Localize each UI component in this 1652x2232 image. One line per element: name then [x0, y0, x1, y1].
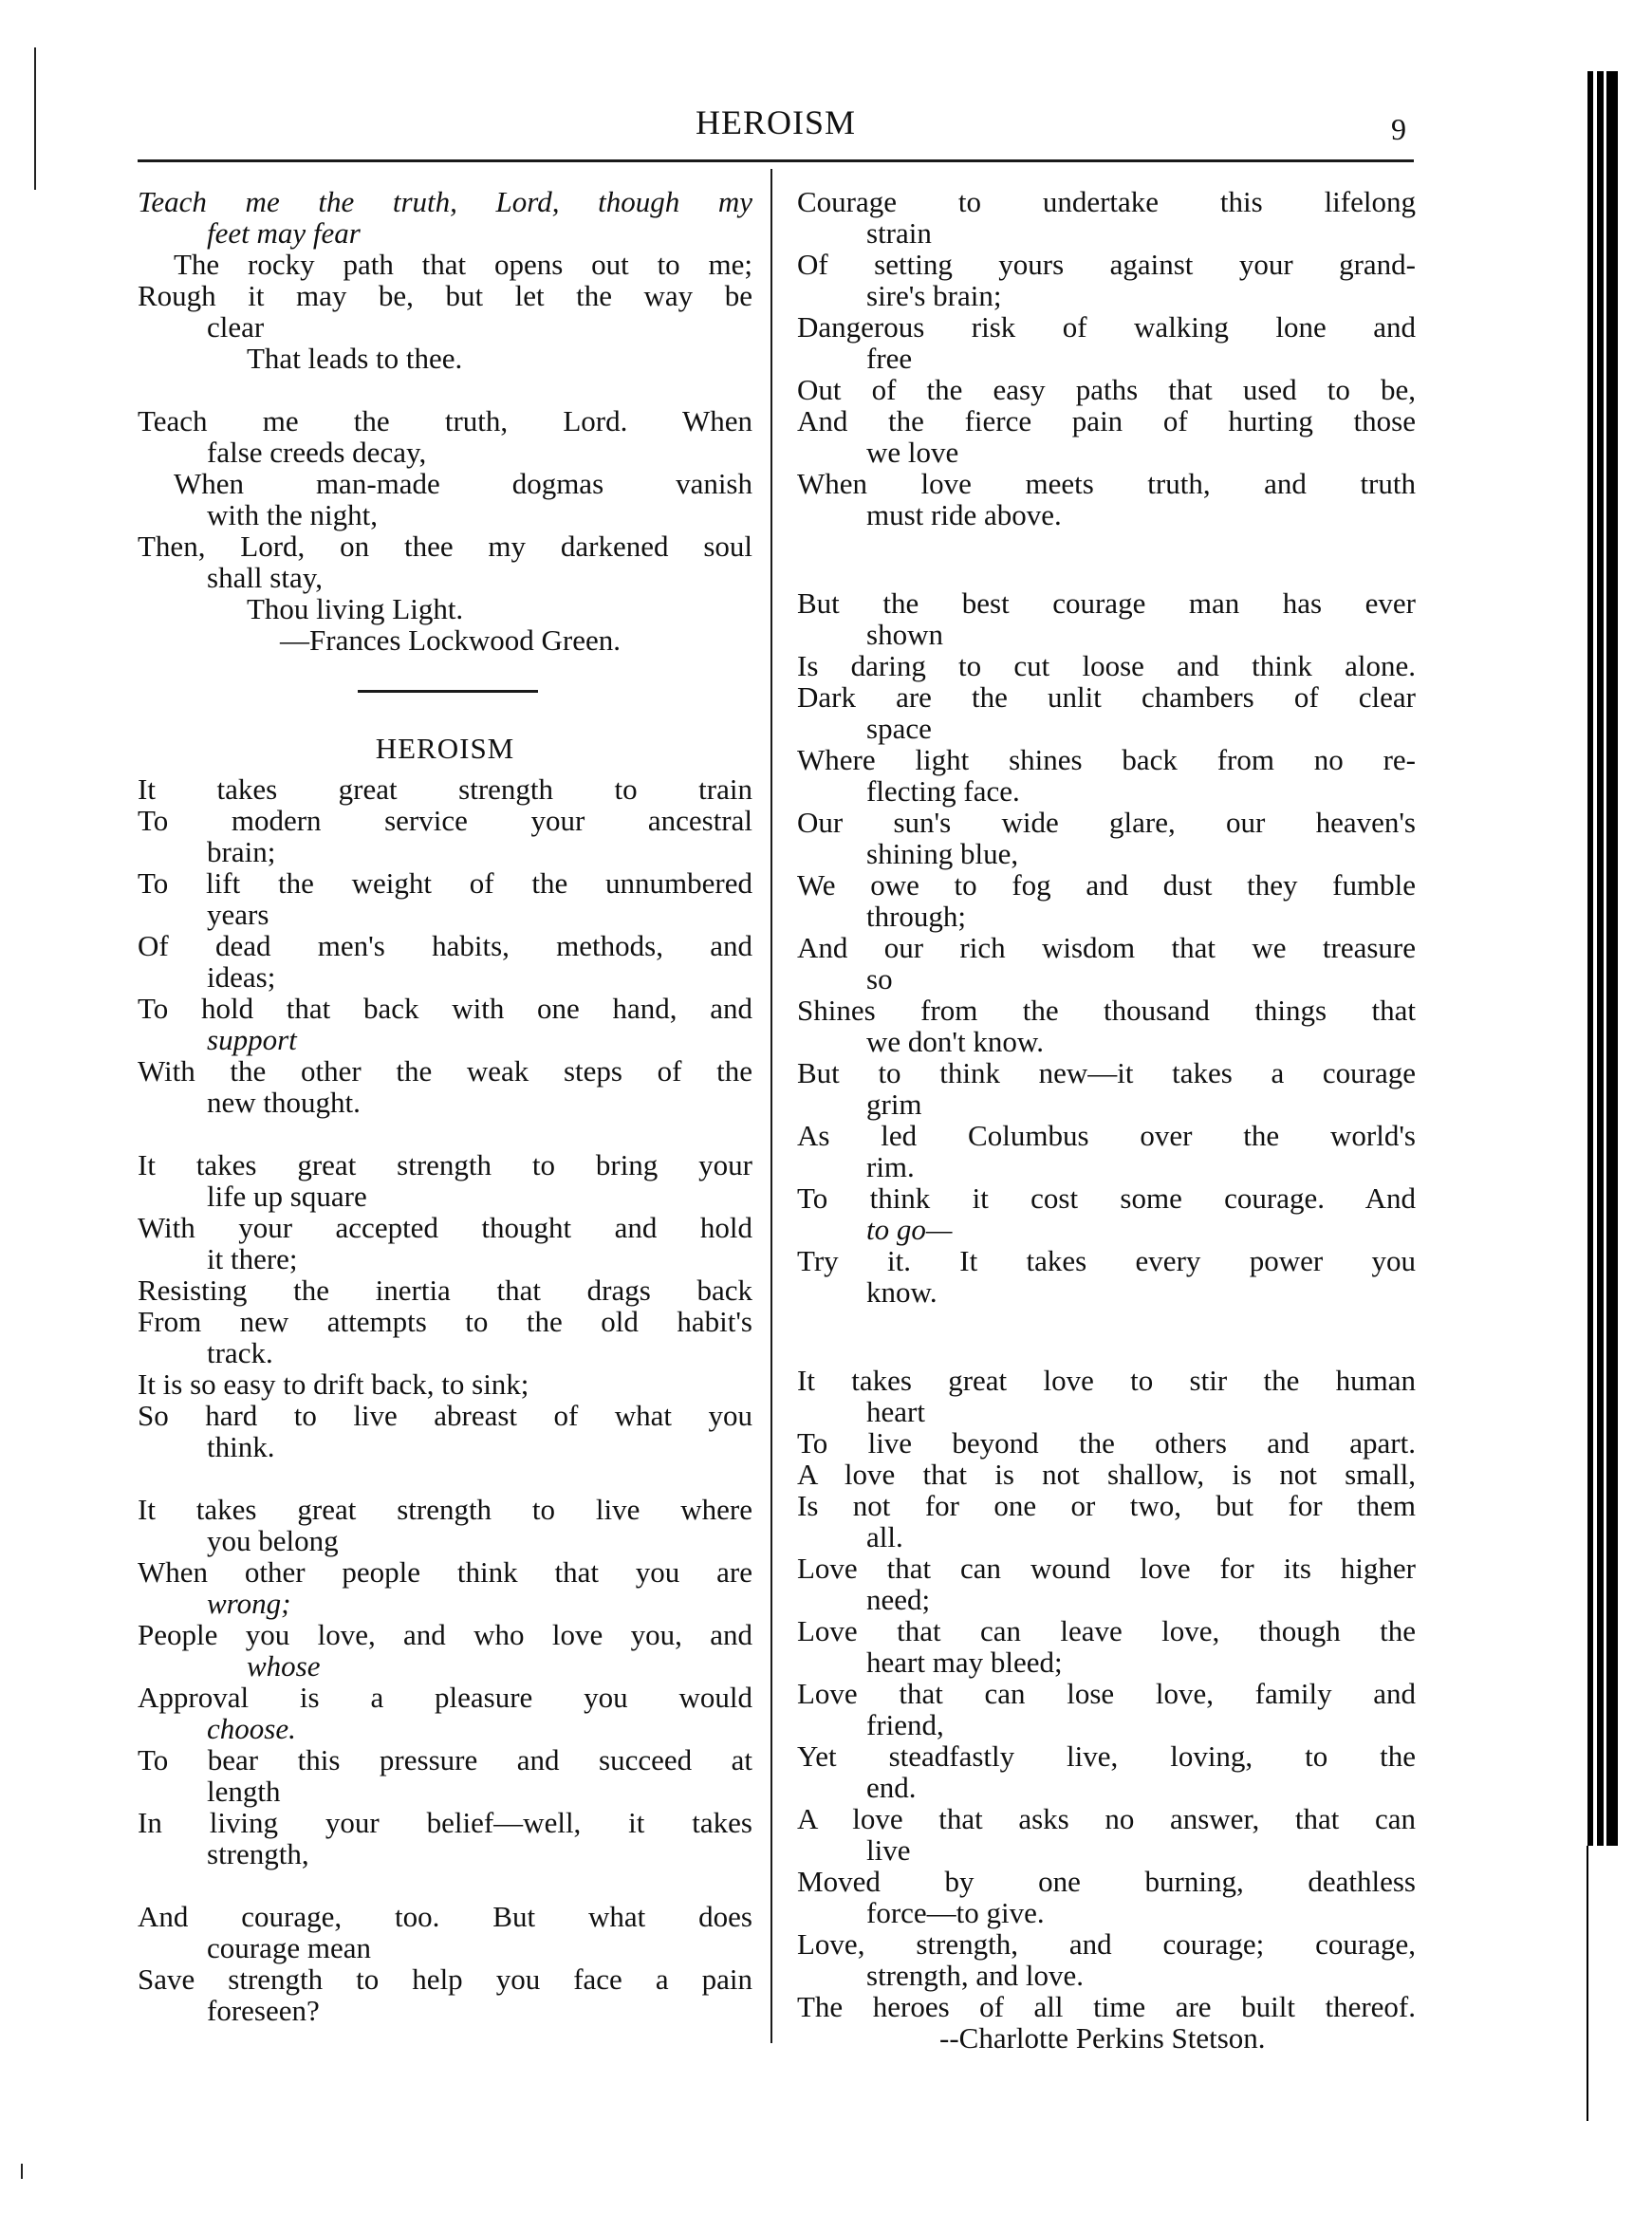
verse-line: But the best courage man has ever — [797, 586, 1416, 620]
verse-line: force—to give. — [866, 1896, 1045, 1929]
verse-line: And our rich wisdom that we treasure — [797, 931, 1416, 964]
verse-line: heart may bleed; — [866, 1646, 1063, 1679]
verse-line: But to think new—it takes a courage — [797, 1056, 1416, 1089]
verse-line: To live beyond the others and apart. — [797, 1426, 1416, 1460]
verse-line: Shines from the thousand things that — [797, 994, 1416, 1027]
margin-mark — [34, 47, 36, 190]
verse-line: Out of the easy paths that used to be, — [797, 373, 1416, 406]
verse-line: shall stay, — [207, 561, 323, 594]
verse-line: Dangerous risk of walking lone and — [797, 310, 1416, 344]
attribution: —Frances Lockwood Green. — [280, 623, 621, 657]
verse-line: heart — [866, 1395, 925, 1428]
verse-line: In living your belief—well, it takes — [138, 1806, 752, 1839]
verse-line: Yet steadfastly live, loving, to the — [797, 1739, 1416, 1773]
poem-teach-me-the-truth — [138, 186, 752, 656]
verse-line: years — [207, 898, 269, 931]
verse-line: friend, — [866, 1708, 944, 1741]
verse-line: free — [866, 342, 913, 375]
verse-line: whose — [247, 1649, 321, 1683]
verse-line: to go— — [866, 1213, 953, 1246]
verse-line: we don't know. — [866, 1025, 1044, 1058]
verse-line: false creeds decay, — [207, 436, 427, 469]
verse-line: Love that can leave love, though the — [797, 1614, 1416, 1647]
stanza-break — [797, 1308, 1416, 1365]
verse-line: A love that is not shallow, is not small, — [797, 1458, 1416, 1491]
verse-line: Of setting yours against your grand- — [797, 248, 1416, 281]
verse-line: To lift the weight of the unnumbered — [138, 866, 752, 900]
verse-line: It takes great strength to bring your — [138, 1148, 752, 1181]
verse-line: Save strength to help you face a pain — [138, 1962, 752, 1996]
verse-line: know. — [866, 1275, 937, 1309]
verse-line: And the fierce pain of hurting those — [797, 404, 1416, 437]
verse-line: To bear this pressure and succeed at — [138, 1743, 752, 1776]
verse-line: with the night, — [207, 498, 378, 531]
verse-line: brain; — [207, 835, 276, 868]
verse-line: strain — [866, 216, 932, 250]
verse-line: foreseen? — [207, 1994, 320, 2027]
verse-line: We owe to fog and dust they fumble — [797, 868, 1416, 902]
verse-line: all. — [866, 1520, 903, 1553]
verse-line: To modern service your ancestral — [138, 804, 752, 837]
verse-line: Approval is a pleasure you would — [138, 1681, 752, 1714]
verse-line: It takes great strength to train — [138, 772, 752, 806]
verse-line: As led Columbus over the world's — [797, 1119, 1416, 1152]
verse-line: courage mean — [207, 1931, 371, 1964]
verse-line: A love that asks no answer, that can — [797, 1802, 1416, 1835]
verse-line: flecting face. — [866, 774, 1020, 808]
verse-line: support — [207, 1023, 297, 1056]
header-rule — [138, 159, 1414, 162]
verse-line: strength, — [207, 1837, 309, 1870]
verse-line: shown — [866, 618, 943, 651]
verse-line: Is not for one or two, but for them — [797, 1489, 1416, 1522]
column-divider — [770, 169, 772, 2043]
verse-line: People you love, and who love you, and — [138, 1618, 752, 1651]
stanza-break — [138, 374, 752, 405]
verse-line: Dark are the unlit chambers of clear — [797, 680, 1416, 714]
verse-line: The rocky path that opens out to me; — [174, 248, 752, 281]
verse-line: it there; — [207, 1242, 298, 1275]
binding-edge-tail — [1587, 1846, 1588, 2121]
verse-line: When man-made dogmas vanish — [174, 467, 752, 500]
verse-line: So hard to live abreast of what you — [138, 1399, 752, 1432]
verse-line: With the other the weak steps of the — [138, 1054, 752, 1088]
verse-line: To hold that back with one hand, and — [138, 992, 752, 1025]
verse-line: end. — [866, 1771, 917, 1804]
verse-line: space — [866, 712, 932, 745]
verse-line: strength, and love. — [866, 1959, 1085, 1992]
verse-line: rim. — [866, 1150, 915, 1183]
poem-heroism-part1 — [138, 773, 752, 2026]
verse-line: From new attempts to the old habit's — [138, 1305, 752, 1338]
verse-line: through; — [866, 900, 967, 933]
attribution: --Charlotte Perkins Stetson. — [939, 2021, 1266, 2055]
verse-line: wrong; — [207, 1587, 291, 1620]
stanza-break — [138, 1869, 752, 1901]
verse-line: Is daring to cut loose and think alone. — [797, 649, 1416, 682]
verse-line: It takes great strength to live where — [138, 1493, 752, 1526]
section-rule — [358, 690, 538, 693]
verse-line: Teach me the truth, Lord, though my — [138, 185, 752, 218]
margin-mark — [21, 2164, 23, 2179]
verse-line: Then, Lord, on thee my darkened soul — [138, 530, 752, 563]
binding-edge — [1586, 71, 1624, 1846]
verse-line: To think it cost some courage. And — [797, 1181, 1416, 1215]
stanza-break — [138, 1118, 752, 1149]
verse-line: Resisting the inertia that drags back — [138, 1274, 752, 1307]
verse-line: And courage, too. But what does — [138, 1900, 752, 1933]
verse-line: so — [866, 962, 893, 995]
verse-line: clear — [207, 310, 265, 344]
right-column — [797, 186, 1416, 2054]
verse-line: live — [866, 1833, 911, 1867]
verse-line: The heroes of all time are built thereof. — [797, 1990, 1416, 2023]
poem-title: HEROISM — [375, 732, 515, 765]
verse-line: When love meets truth, and truth — [797, 467, 1416, 500]
verse-line: need; — [866, 1583, 931, 1616]
verse-line: length — [207, 1775, 281, 1808]
verse-line: shining blue, — [866, 837, 1019, 870]
verse-line: Rough it may be, but let the way be — [138, 279, 752, 312]
verse-line: think. — [207, 1430, 275, 1463]
verse-line: Try it. It takes every power you — [797, 1244, 1416, 1277]
stanza-break — [797, 530, 1416, 587]
verse-line: It takes great love to stir the human — [797, 1364, 1416, 1397]
verse-line: Thou living Light. — [247, 592, 464, 625]
verse-line: life up square — [207, 1180, 367, 1213]
verse-line: Our sun's wide glare, our heaven's — [797, 806, 1416, 839]
verse-line: new thought. — [207, 1086, 361, 1119]
verse-line: Love, strength, and courage; courage, — [797, 1927, 1416, 1961]
verse-line: ideas; — [207, 960, 276, 994]
verse-line: sire's brain; — [866, 279, 1002, 312]
verse-line: That leads to thee. — [247, 342, 463, 375]
verse-line: With your accepted thought and hold — [138, 1211, 752, 1244]
verse-line: Courage to undertake this lifelong — [797, 185, 1416, 218]
verse-line: Moved by one burning, deathless — [797, 1865, 1416, 1898]
verse-line: we love — [866, 436, 959, 469]
verse-line: Love that can lose love, family and — [797, 1677, 1416, 1710]
verse-line: Where light shines back from no re- — [797, 743, 1416, 776]
verse-line: grim — [866, 1088, 922, 1121]
verse-line: Of dead men's habits, methods, and — [138, 929, 752, 962]
verse-line: It is so easy to drift back, to sink; — [138, 1367, 529, 1401]
verse-line: track. — [207, 1336, 273, 1369]
verse-line: you belong — [207, 1524, 339, 1557]
stanza-break — [138, 1462, 752, 1494]
verse-line: Love that can wound love for its higher — [797, 1552, 1416, 1585]
page-header — [138, 102, 1414, 150]
verse-line: Teach me the truth, Lord. When — [138, 404, 752, 437]
running-title: HEROISM — [695, 103, 857, 141]
verse-line: must ride above. — [866, 498, 1062, 531]
left-column — [138, 186, 752, 2026]
verse-line: When other people think that you are — [138, 1555, 752, 1589]
verse-line: choose. — [207, 1712, 296, 1745]
page-number: 9 — [1391, 112, 1406, 146]
verse-line: feet may fear — [207, 216, 361, 250]
